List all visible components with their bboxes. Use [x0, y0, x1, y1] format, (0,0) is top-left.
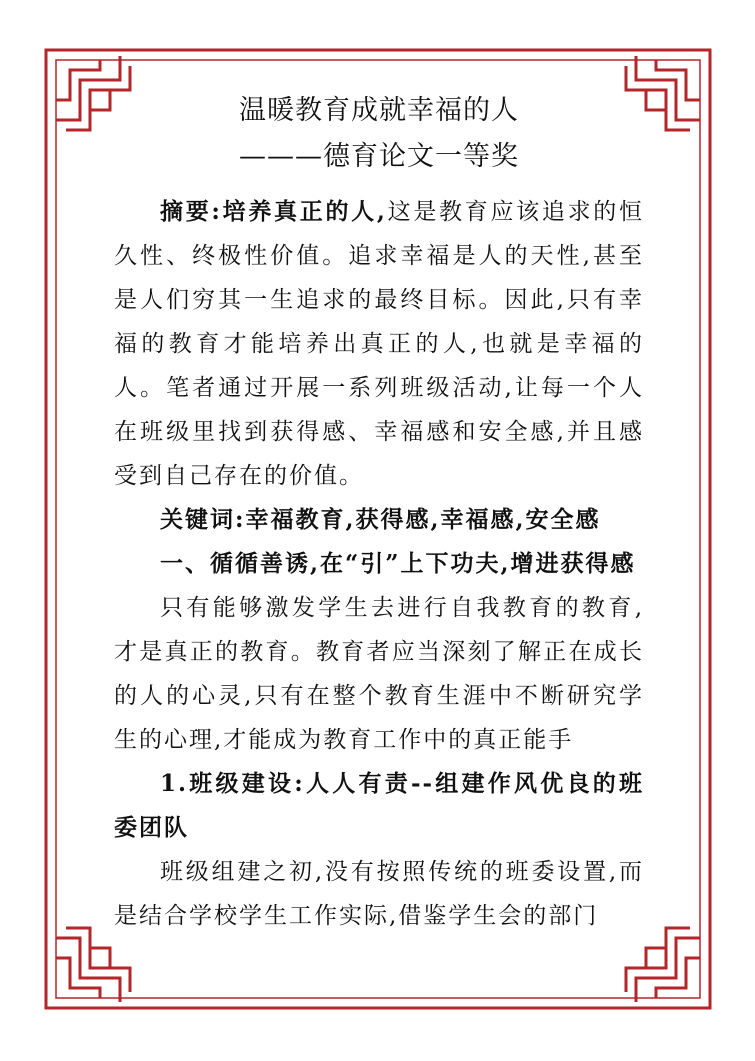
section1-body: 只有能够激发学生去进行自我教育的教育,才是真正的教育。教育者应当深刻了解正在成长的人的心灵,只有在整个教育生涯中不断研究学生的心理,才能成为教育工作中的真正能手 — [114, 595, 644, 753]
document-title: 温暖教育成就幸福的人 — [239, 95, 519, 126]
document-body — [114, 88, 644, 938]
section1-heading: 一、循循善诱,在“引”上下功夫,增进获得感 — [160, 550, 636, 577]
abstract-paragraph — [114, 190, 644, 498]
abstract-label: 摘要:培养真正的人, — [160, 198, 387, 225]
subsection1-body: 班级组建之初,没有按照传统的班委设置,而是结合学校学生工作实际,借鉴学生会的部门 — [114, 859, 644, 929]
document-subtitle: ———德育论文一等奖 — [239, 141, 519, 172]
subsection1-heading: 1.班级建设:人人有责--组建作风优良的班委团队 — [114, 770, 644, 841]
keywords: 关键词:幸福教育,获得感,幸福感,安全感 — [160, 506, 601, 533]
abstract-text: 这是教育应该追求的恒久性、终极性价值。追求幸福是人的天性,甚至是人们穷其一生追求的最终目标。因此,只有幸福的教育才能培养出真正的人,也就是幸福的人。笔者通过开展一系列班级活动,让每一个人在班级里找到获得感、幸福感和安全感,并且感受到自己存在的价值。 — [114, 199, 645, 489]
